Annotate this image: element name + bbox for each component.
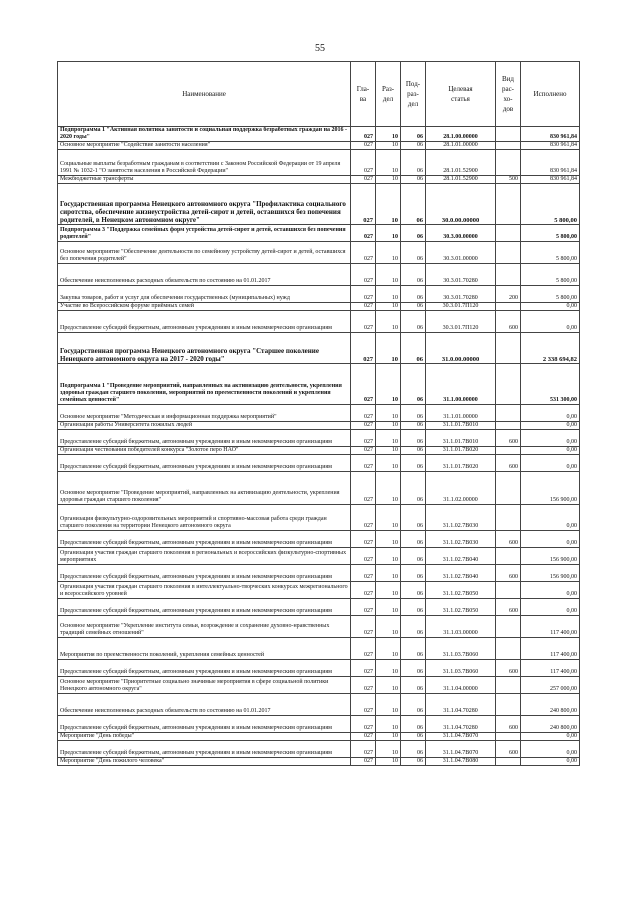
row-celevaya: 30.3.01.70280	[426, 286, 496, 303]
row-glava: 027	[351, 505, 376, 531]
row-name: Предоставление субсидий бюджетным, автономным учреждениям и иным некоммерческим организациям	[58, 311, 351, 333]
row-vid	[496, 616, 521, 638]
row-celevaya: 31.1.02.7В040	[426, 565, 496, 582]
row-podrazdel: 06	[401, 472, 426, 505]
row-sum: 0,00	[521, 303, 580, 311]
row-sum: 0,00	[521, 311, 580, 333]
header-glava: Гла- ва	[351, 62, 376, 127]
row-glava: 027	[351, 565, 376, 582]
row-podrazdel: 06	[401, 582, 426, 599]
table-row	[58, 677, 580, 694]
row-podrazdel: 06	[401, 758, 426, 766]
row-vid	[496, 472, 521, 505]
row-name: Организация участия граждан старшего поколения в региональных и всероссийских физкультурно-спортивных мероприятиях	[58, 548, 351, 565]
row-podrazdel: 06	[401, 505, 426, 531]
row-name: Организация физкультурно-оздоровительных мероприятий и спортивно-массовая работа среди граждан старшего поколения на территории Ненецкого автономного округа	[58, 505, 351, 531]
row-razdel: 10	[376, 303, 401, 311]
row-razdel: 10	[376, 531, 401, 548]
row-podrazdel: 06	[401, 733, 426, 741]
row-name: Предоставление субсидий бюджетным, автономным учреждениям и иным некоммерческим организациям	[58, 741, 351, 758]
table-row	[58, 741, 580, 758]
row-glava: 027	[351, 660, 376, 677]
row-vid	[496, 758, 521, 766]
row-podrazdel: 06	[401, 311, 426, 333]
row-razdel: 10	[376, 242, 401, 264]
row-name: Основное мероприятие "Содействие занятости населения"	[58, 142, 351, 150]
table-row	[58, 694, 580, 716]
row-name: Предоставление субсидий бюджетным, автономным учреждениям и иным некоммерческим организациям	[58, 455, 351, 472]
table-body	[58, 127, 580, 766]
header-celevaya: Целевая статья	[426, 62, 496, 127]
table-row	[58, 303, 580, 311]
row-razdel: 10	[376, 565, 401, 582]
row-celevaya: 28.1.01.52900	[426, 150, 496, 176]
row-podrazdel: 06	[401, 264, 426, 286]
row-sum: 5 800,00	[521, 286, 580, 303]
row-sum: 156 900,00	[521, 548, 580, 565]
row-vid	[496, 184, 521, 225]
row-glava: 027	[351, 638, 376, 660]
row-glava: 027	[351, 694, 376, 716]
table-row	[58, 422, 580, 430]
row-podrazdel: 06	[401, 677, 426, 694]
row-vid	[496, 548, 521, 565]
table-row	[58, 225, 580, 242]
row-celevaya: 31.1.01.00000	[426, 405, 496, 422]
row-razdel: 10	[376, 733, 401, 741]
row-razdel: 10	[376, 455, 401, 472]
row-podrazdel: 06	[401, 142, 426, 150]
row-vid	[496, 422, 521, 430]
row-glava: 027	[351, 286, 376, 303]
row-podrazdel: 06	[401, 565, 426, 582]
row-name: Государственная программа Ненецкого автономного округа "Старшее поколение Ненецкого автономного округа на 2017 - 2020 годы"	[58, 333, 351, 364]
row-vid	[496, 225, 521, 242]
row-name: Государственная программа Ненецкого автономного округа "Профилактика социального сиротства, обеспечение жизнеустройства детей-сирот и детей, оставшихся без попечения родителей, в Ненецком автономном округе"	[58, 184, 351, 225]
row-sum: 0,00	[521, 505, 580, 531]
row-glava: 027	[351, 472, 376, 505]
row-razdel: 10	[376, 447, 401, 455]
header-ispolneno: Исполнено	[521, 62, 580, 127]
table-row	[58, 184, 580, 225]
row-podrazdel: 06	[401, 531, 426, 548]
row-glava: 027	[351, 225, 376, 242]
row-podrazdel: 06	[401, 303, 426, 311]
row-name: Социальные выплаты безработным гражданам в соответствии с Законом Российской Федерации от 19 апреля 1991 № 1032-1 "О занятости населения в Российской Федерации"	[58, 150, 351, 176]
row-glava: 027	[351, 405, 376, 422]
row-name: Основное мероприятие "Проведение мероприятий, направленных на активизацию деятельности, укрепления здоровья граждан старшего поколения"	[58, 472, 351, 505]
row-name: Организация чествования победителей конкурса "Золотое перо НАО"	[58, 447, 351, 455]
row-podrazdel: 06	[401, 694, 426, 716]
row-name: Организация участия граждан старшего поколения в интеллектуально-творческих конкурсах межрегионального и всероссийского уровней	[58, 582, 351, 599]
row-podrazdel: 06	[401, 638, 426, 660]
row-sum: 117 400,00	[521, 638, 580, 660]
row-sum: 830 961,84	[521, 142, 580, 150]
row-glava: 027	[351, 616, 376, 638]
row-celevaya: 31.1.04.70280	[426, 716, 496, 733]
row-sum: 0,00	[521, 430, 580, 447]
row-vid: 600	[496, 660, 521, 677]
row-celevaya: 31.0.00.00000	[426, 333, 496, 364]
row-vid: 600	[496, 455, 521, 472]
row-celevaya: 31.1.03.7В060	[426, 638, 496, 660]
table-row	[58, 758, 580, 766]
header-row	[58, 62, 580, 127]
row-podrazdel: 06	[401, 286, 426, 303]
row-razdel: 10	[376, 264, 401, 286]
row-razdel: 10	[376, 333, 401, 364]
row-celevaya: 31.1.01.7В010	[426, 422, 496, 430]
table-row	[58, 616, 580, 638]
row-razdel: 10	[376, 505, 401, 531]
row-podrazdel: 06	[401, 599, 426, 616]
row-sum: 0,00	[521, 405, 580, 422]
table-row	[58, 733, 580, 741]
table-row	[58, 455, 580, 472]
row-name: Основное мероприятие "Методическая и информационная поддержка мероприятий"	[58, 405, 351, 422]
row-razdel: 10	[376, 548, 401, 565]
row-glava: 027	[351, 741, 376, 758]
row-name: Закупка товаров, работ и услуг для обеспечения государственных (муниципальных) нужд	[58, 286, 351, 303]
row-sum: 156 900,00	[521, 565, 580, 582]
row-celevaya: 31.1.02.7В050	[426, 599, 496, 616]
row-sum: 5 800,00	[521, 184, 580, 225]
table-row	[58, 127, 580, 142]
row-name: Предоставление субсидий бюджетным, автономным учреждениям и иным некоммерческим организациям	[58, 599, 351, 616]
row-razdel: 10	[376, 694, 401, 716]
table-row	[58, 242, 580, 264]
row-podrazdel: 06	[401, 333, 426, 364]
row-glava: 027	[351, 430, 376, 447]
row-podrazdel: 06	[401, 716, 426, 733]
row-razdel: 10	[376, 638, 401, 660]
row-podrazdel: 06	[401, 176, 426, 184]
row-razdel: 10	[376, 364, 401, 405]
table-row	[58, 333, 580, 364]
row-vid: 600	[496, 599, 521, 616]
row-vid: 600	[496, 565, 521, 582]
row-glava: 027	[351, 677, 376, 694]
row-podrazdel: 06	[401, 422, 426, 430]
row-sum: 2 338 694,82	[521, 333, 580, 364]
row-glava: 027	[351, 364, 376, 405]
row-vid	[496, 127, 521, 142]
table-row	[58, 176, 580, 184]
header-podrazdel: Под- раз- дел	[401, 62, 426, 127]
row-celevaya: 31.1.02.7В040	[426, 548, 496, 565]
row-sum: 0,00	[521, 733, 580, 741]
row-glava: 027	[351, 422, 376, 430]
row-vid	[496, 694, 521, 716]
row-razdel: 10	[376, 660, 401, 677]
row-celevaya: 30.3.01.00000	[426, 242, 496, 264]
row-celevaya: 31.1.00.00000	[426, 364, 496, 405]
row-celevaya: 30.0.00.00000	[426, 184, 496, 225]
row-celevaya: 30.3.01.7П120	[426, 311, 496, 333]
table-row	[58, 264, 580, 286]
row-glava: 027	[351, 142, 376, 150]
row-celevaya: 31.1.01.7В010	[426, 430, 496, 447]
row-sum: 830 961,84	[521, 150, 580, 176]
row-podrazdel: 06	[401, 127, 426, 142]
row-razdel: 10	[376, 582, 401, 599]
row-sum: 240 800,00	[521, 716, 580, 733]
row-glava: 027	[351, 150, 376, 176]
row-name: Подпрограмма 1 "Активная политика занятости и социальная поддержка безработных граждан на 2016 - 2020 годы"	[58, 127, 351, 142]
row-razdel: 10	[376, 150, 401, 176]
row-razdel: 10	[376, 176, 401, 184]
row-sum: 117 400,00	[521, 616, 580, 638]
row-vid	[496, 333, 521, 364]
row-celevaya: 31.1.01.7В020	[426, 447, 496, 455]
row-name: Подпрограмма 1 "Проведение мероприятий, направленных на активизацию деятельности, укрепления здоровья граждан старшего поколения, мероприятий по преемственности поколений и укрепления семейных ценностей"	[58, 364, 351, 405]
table-row	[58, 286, 580, 303]
row-celevaya: 31.1.04.7В070	[426, 733, 496, 741]
row-razdel: 10	[376, 741, 401, 758]
row-name: Предоставление субсидий бюджетным, автономным учреждениям и иным некоммерческим организациям	[58, 660, 351, 677]
row-vid: 600	[496, 716, 521, 733]
header-razdel: Раз- дел	[376, 62, 401, 127]
row-vid	[496, 364, 521, 405]
row-celevaya: 30.3.00.00000	[426, 225, 496, 242]
row-name: Организация работы Университета пожилых людей	[58, 422, 351, 430]
row-podrazdel: 06	[401, 548, 426, 565]
row-name: Межбюджетные трансферты	[58, 176, 351, 184]
table-row	[58, 364, 580, 405]
table-row	[58, 311, 580, 333]
row-vid	[496, 733, 521, 741]
row-sum: 0,00	[521, 599, 580, 616]
row-razdel: 10	[376, 184, 401, 225]
row-name: Предоставление субсидий бюджетным, автономным учреждениям и иным некоммерческим организациям	[58, 716, 351, 733]
row-podrazdel: 06	[401, 150, 426, 176]
row-celevaya: 28.1.01.00000	[426, 142, 496, 150]
row-sum: 257 000,00	[521, 677, 580, 694]
row-glava: 027	[351, 716, 376, 733]
row-glava: 027	[351, 184, 376, 225]
row-celevaya: 31.1.04.70280	[426, 694, 496, 716]
table-row	[58, 405, 580, 422]
header-vid: Вид рас- хо- дов	[496, 62, 521, 127]
row-vid: 600	[496, 430, 521, 447]
table-row	[58, 716, 580, 733]
row-glava: 027	[351, 548, 376, 565]
row-sum: 0,00	[521, 531, 580, 548]
row-name: Основное мероприятие "Обеспечение деятельности по семейному устройству детей-сирот и детей, оставшихся без попечения родителей"	[58, 242, 351, 264]
table-row	[58, 142, 580, 150]
row-name: Подпрограмма 3 "Поддержка семейных форм устройства детей-сирот и детей, оставшихся без попечения родителей"	[58, 225, 351, 242]
row-sum: 5 800,00	[521, 242, 580, 264]
row-celevaya: 31.1.02.7В050	[426, 582, 496, 599]
row-name: Обеспечение неисполненных расходных обязательств по состоянию на 01.01.2017	[58, 694, 351, 716]
row-razdel: 10	[376, 405, 401, 422]
row-vid	[496, 505, 521, 531]
row-podrazdel: 06	[401, 405, 426, 422]
row-celevaya: 30.3.01.7П120	[426, 303, 496, 311]
row-vid: 500	[496, 176, 521, 184]
row-glava: 027	[351, 582, 376, 599]
row-glava: 027	[351, 264, 376, 286]
row-celevaya: 31.1.04.7В070	[426, 741, 496, 758]
row-glava: 027	[351, 127, 376, 142]
row-sum: 5 800,00	[521, 264, 580, 286]
row-razdel: 10	[376, 127, 401, 142]
table-row	[58, 660, 580, 677]
row-vid: 200	[496, 286, 521, 303]
row-razdel: 10	[376, 422, 401, 430]
row-razdel: 10	[376, 311, 401, 333]
row-sum: 156 900,00	[521, 472, 580, 505]
row-name: Основное мероприятие "Укрепление института семьи, возрождение и сохранение духовно-нравственных традиций семейных отношений"	[58, 616, 351, 638]
row-vid	[496, 447, 521, 455]
row-name: Предоставление субсидий бюджетным, автономным учреждениям и иным некоммерческим организациям	[58, 565, 351, 582]
row-celevaya: 31.1.02.7В030	[426, 505, 496, 531]
row-razdel: 10	[376, 599, 401, 616]
row-vid	[496, 582, 521, 599]
row-glava: 027	[351, 599, 376, 616]
row-sum: 830 961,84	[521, 176, 580, 184]
row-vid	[496, 264, 521, 286]
row-razdel: 10	[376, 716, 401, 733]
row-celevaya: 31.1.02.7В030	[426, 531, 496, 548]
row-vid	[496, 405, 521, 422]
table-row	[58, 548, 580, 565]
row-name: Основное мероприятие "Приоритетные социально значимые мероприятия в сфере социальной политики Ненецкого автономного округа"	[58, 677, 351, 694]
row-glava: 027	[351, 447, 376, 455]
row-vid	[496, 150, 521, 176]
row-name: Предоставление субсидий бюджетным, автономным учреждениям и иным некоммерческим организациям	[58, 430, 351, 447]
row-name: Мероприятие "День пожилого человека"	[58, 758, 351, 766]
row-sum: 0,00	[521, 455, 580, 472]
row-sum: 5 800,00	[521, 225, 580, 242]
row-name: Обеспечение неисполненных расходных обязательств по состоянию на 01.01.2017	[58, 264, 351, 286]
row-celevaya: 28.1.00.00000	[426, 127, 496, 142]
budget-table	[57, 61, 580, 766]
row-razdel: 10	[376, 677, 401, 694]
header-name: Наименование	[58, 62, 351, 127]
row-podrazdel: 06	[401, 616, 426, 638]
row-vid: 600	[496, 531, 521, 548]
row-celevaya: 31.1.02.00000	[426, 472, 496, 505]
row-name: Мероприятия по преемственности поколений, укрепления семейных ценностей	[58, 638, 351, 660]
row-vid: 600	[496, 311, 521, 333]
row-celevaya: 28.1.01.52900	[426, 176, 496, 184]
row-sum: 240 800,00	[521, 694, 580, 716]
row-sum: 0,00	[521, 758, 580, 766]
row-sum: 0,00	[521, 741, 580, 758]
row-vid: 600	[496, 741, 521, 758]
page-number: 55	[315, 43, 325, 54]
row-celevaya: 31.1.04.00000	[426, 677, 496, 694]
row-name: Мероприятие "День победы"	[58, 733, 351, 741]
row-podrazdel: 06	[401, 660, 426, 677]
row-razdel: 10	[376, 758, 401, 766]
table-row	[58, 447, 580, 455]
row-vid	[496, 242, 521, 264]
row-glava: 027	[351, 311, 376, 333]
row-razdel: 10	[376, 616, 401, 638]
row-celevaya: 31.1.04.7В080	[426, 758, 496, 766]
row-glava: 027	[351, 531, 376, 548]
row-podrazdel: 06	[401, 225, 426, 242]
row-celevaya: 30.3.01.70280	[426, 264, 496, 286]
table-row	[58, 472, 580, 505]
table-row	[58, 565, 580, 582]
row-vid	[496, 303, 521, 311]
row-podrazdel: 06	[401, 364, 426, 405]
table-row	[58, 599, 580, 616]
row-sum: 0,00	[521, 422, 580, 430]
row-sum: 0,00	[521, 447, 580, 455]
row-name: Участие во Всероссийском форуме приёмных семей	[58, 303, 351, 311]
row-podrazdel: 06	[401, 430, 426, 447]
row-glava: 027	[351, 242, 376, 264]
row-podrazdel: 06	[401, 242, 426, 264]
row-razdel: 10	[376, 225, 401, 242]
row-razdel: 10	[376, 472, 401, 505]
table-row	[58, 582, 580, 599]
row-vid	[496, 142, 521, 150]
row-celevaya: 31.1.03.7В060	[426, 660, 496, 677]
row-glava: 027	[351, 176, 376, 184]
row-glava: 027	[351, 758, 376, 766]
row-podrazdel: 06	[401, 455, 426, 472]
row-vid	[496, 638, 521, 660]
row-celevaya: 31.1.01.7В020	[426, 455, 496, 472]
row-glava: 027	[351, 303, 376, 311]
row-glava: 027	[351, 733, 376, 741]
table-row	[58, 150, 580, 176]
row-podrazdel: 06	[401, 184, 426, 225]
row-sum: 531 300,00	[521, 364, 580, 405]
row-podrazdel: 06	[401, 741, 426, 758]
row-sum: 0,00	[521, 582, 580, 599]
row-sum: 117 400,00	[521, 660, 580, 677]
row-celevaya: 31.1.03.00000	[426, 616, 496, 638]
row-razdel: 10	[376, 430, 401, 447]
row-razdel: 10	[376, 142, 401, 150]
row-razdel: 10	[376, 286, 401, 303]
table-row	[58, 638, 580, 660]
table-row	[58, 505, 580, 531]
row-sum: 830 961,84	[521, 127, 580, 142]
table-row	[58, 531, 580, 548]
row-vid	[496, 677, 521, 694]
row-glava: 027	[351, 455, 376, 472]
row-name: Предоставление субсидий бюджетным, автономным учреждениям и иным некоммерческим организациям	[58, 531, 351, 548]
row-glava: 027	[351, 333, 376, 364]
row-podrazdel: 06	[401, 447, 426, 455]
table-row	[58, 430, 580, 447]
